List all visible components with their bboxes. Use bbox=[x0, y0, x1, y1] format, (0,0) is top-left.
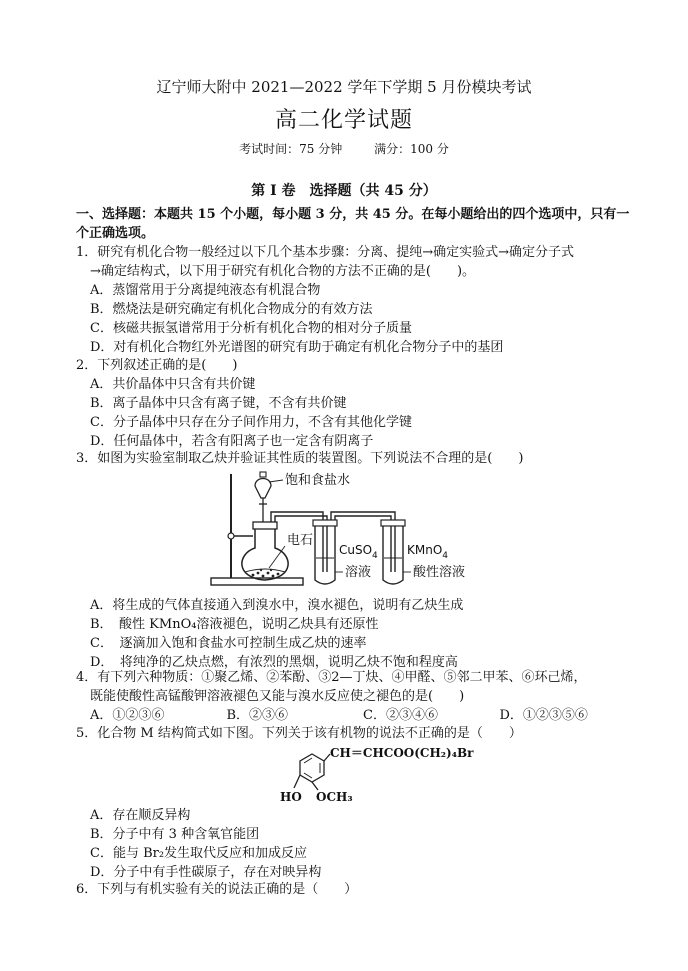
label-acid-solution: 酸性溶液 bbox=[413, 565, 466, 580]
question-4-stem: 4．有下列六种物质：①聚乙烯、②苯酚、③2—丁炔、④甲醛、⑤邻二甲苯、⑥环己烯， bbox=[76, 670, 587, 685]
question-1-stem-cont: →确定结构式，以下用于研究有机化合物的方法不正确的是( )。 bbox=[90, 264, 476, 279]
question-4-options bbox=[76, 706, 636, 725]
question-3-stem: 3．如图为实验室制取乙炔并验证其性质的装置图。下列说法不合理的是( ) bbox=[76, 451, 524, 466]
structure-chain: CH＝CHCOO(CH₂)₄Br bbox=[330, 746, 474, 760]
question-1-stem: 1．研究有机化合物一般经过以下几个基本步骤：分离、提纯→确定实验式→确定分子式 bbox=[76, 245, 575, 260]
question-3-option-b: B． 酸性 KMnO₄溶液褪色，说明乙炔具有还原性 bbox=[90, 617, 379, 632]
question-4-option-d: D．①②③⑤⑥ bbox=[499, 708, 588, 723]
question-4-stem-cont: 既能使酸性高锰酸钾溶液褪色又能与溴水反应使之褪色的是( ) bbox=[90, 689, 465, 704]
question-5-option-b: B．分子中有 3 种含氧官能团 bbox=[90, 827, 260, 842]
question-3-option-c: C． 逐滴加入饱和食盐水可控制生成乙炔的速率 bbox=[90, 636, 367, 651]
compound-m-structure bbox=[270, 744, 500, 806]
label-brine: 饱和食盐水 bbox=[285, 473, 351, 488]
section-title: 第 Ⅰ 卷 选择题（共 45 分） bbox=[251, 183, 437, 199]
label-kmno4: KMnO$_4$ bbox=[407, 543, 449, 561]
page-title: 高二化学试题 bbox=[274, 108, 413, 133]
question-6-stem: 6．下列与有机实验有关的说法正确的是（ ） bbox=[76, 882, 358, 897]
question-2-option-c: C．分子晶体中只存在分子间作用力，不含有其他化学键 bbox=[90, 415, 412, 430]
question-5-option-d: D．分子中有手性碳原子，存在对映异构 bbox=[90, 865, 322, 880]
question-5 bbox=[76, 724, 636, 743]
label-cuso4-solution: 溶液 bbox=[345, 565, 372, 580]
acetylene-apparatus-diagram bbox=[205, 466, 495, 592]
question-1 bbox=[76, 243, 636, 357]
question-2-option-b: B．离子晶体中只含有离子键，不含有共价键 bbox=[90, 396, 347, 411]
question-5-options bbox=[76, 806, 636, 882]
question-6 bbox=[76, 880, 636, 899]
question-3-option-a: A．将生成的气体直接通入到溴水中，溴水褪色，说明有乙炔生成 bbox=[90, 598, 464, 613]
label-carbide: 电石 bbox=[287, 533, 314, 548]
question-4-option-a: A．①②③⑥ bbox=[90, 708, 165, 723]
exam-score: 满分：100 分 bbox=[374, 142, 449, 156]
structure-hydroxyl: HO bbox=[280, 790, 302, 804]
question-1-option-d: D．对有机化合物红外光谱图的研究有助于确定有机化合物分子中的基团 bbox=[90, 340, 504, 355]
question-3-options bbox=[76, 596, 636, 672]
question-1-option-b: B．燃烧法是研究确定有机化合物成分的有效方法 bbox=[90, 302, 373, 317]
question-1-option-c: C．核磁共振氢谱常用于分析有机化合物的相对分子质量 bbox=[90, 321, 412, 336]
question-4-option-c: C．②③④⑥ bbox=[363, 708, 438, 723]
question-5-option-a: A．存在顺反异构 bbox=[90, 808, 191, 823]
question-4 bbox=[76, 668, 636, 725]
question-2-stem: 2．下列叙述正确的是( ) bbox=[76, 358, 238, 373]
school-line: 辽宁师大附中 2021—2022 学年下学期 5 月份模块考试 bbox=[156, 78, 532, 96]
structure-methoxy: OCH₃ bbox=[316, 790, 353, 804]
question-5-stem: 5．化合物 M 结构简式如下图。下列关于该有机物的说法不正确的是（ ） bbox=[76, 726, 522, 741]
section-instruction: 一、选择题：本题共 15 个小题，每小题 3 分，共 45 分。在每小题给出的四个选项中，只有一个正确选项。 bbox=[76, 207, 630, 241]
exam-meta bbox=[0, 140, 688, 157]
question-2 bbox=[76, 356, 636, 451]
label-cuso4: CuSO$_4$ bbox=[339, 543, 378, 561]
question-4-option-b: B．②③⑥ bbox=[226, 708, 289, 723]
question-1-option-a: A．蒸馏常用于分离提纯液态有机混合物 bbox=[90, 283, 321, 298]
exam-time: 考试时间：75 分钟 bbox=[239, 142, 343, 156]
question-5-option-c: C．能与 Br₂发生取代反应和加成反应 bbox=[90, 846, 308, 861]
question-2-option-a: A．共价晶体中只含有共价键 bbox=[90, 377, 256, 392]
question-2-option-d: D．任何晶体中，若含有阳离子也一定含有阴离子 bbox=[90, 434, 374, 449]
question-3-option-d: D． 将纯净的乙炔点燃，有浓烈的黑烟，说明乙炔不饱和程度高 bbox=[90, 655, 458, 670]
